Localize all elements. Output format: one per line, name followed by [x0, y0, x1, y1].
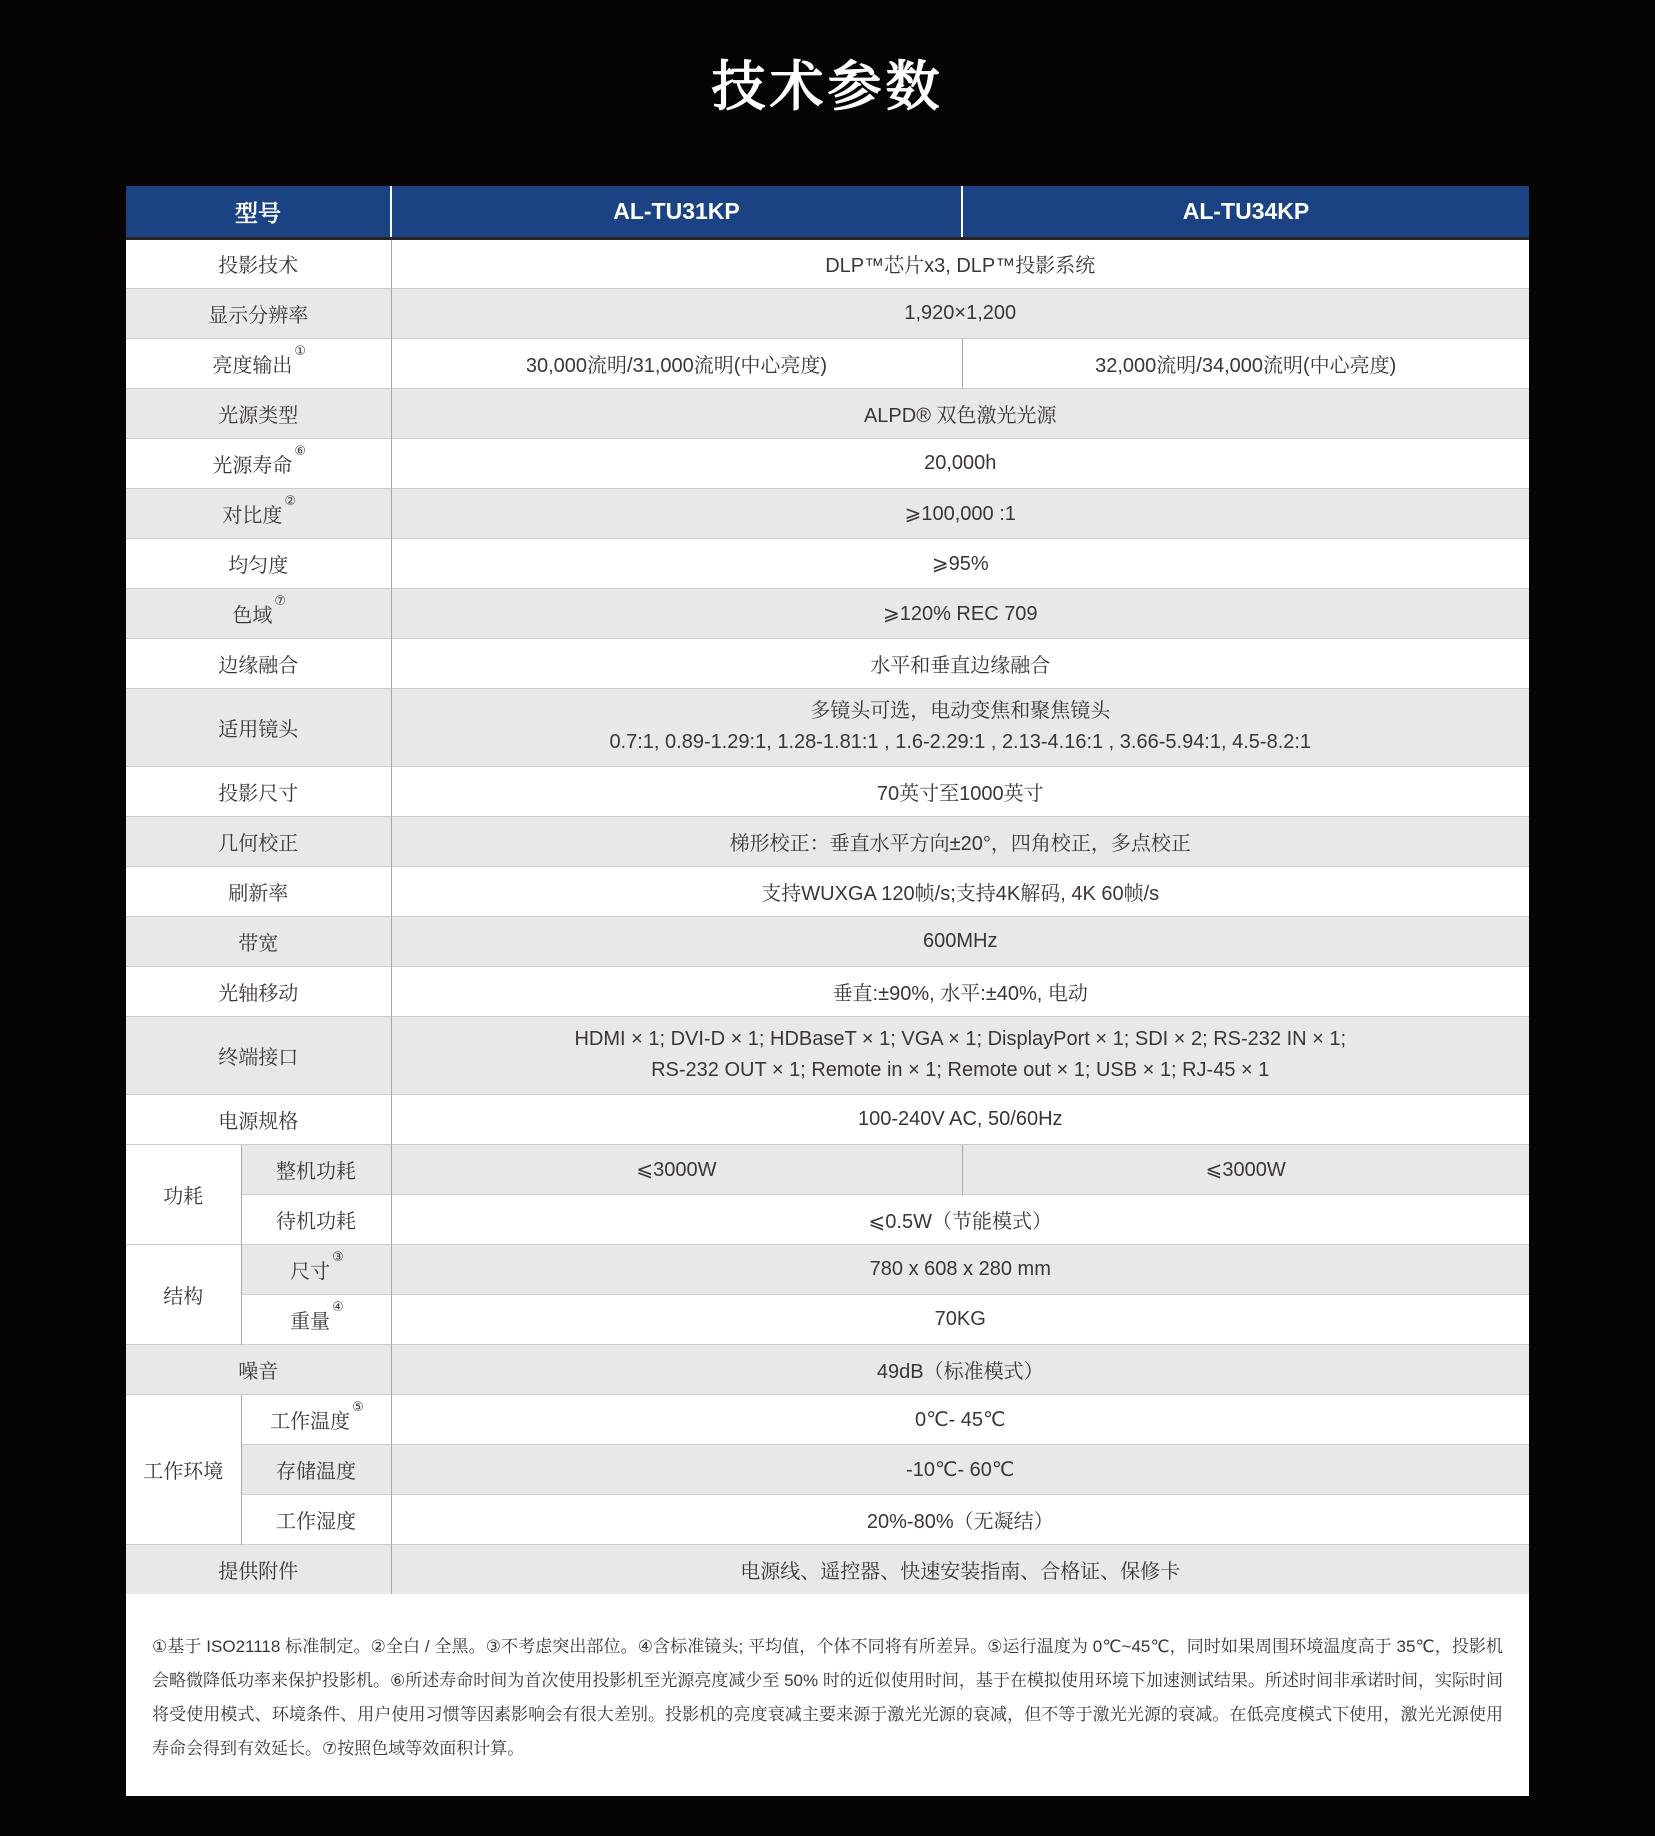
row-value: ⩽0.5W（节能模式） [391, 1194, 1529, 1244]
row-value: 0℃- 45℃ [391, 1394, 1529, 1444]
header-model2: AL-TU34KP [962, 186, 1529, 238]
row-label: 适用镜头 [126, 688, 391, 766]
table-row [126, 1294, 1529, 1344]
row-value: 20%-80%（无凝结） [391, 1494, 1529, 1544]
footnote-ref-icon: ③ [332, 1248, 344, 1264]
table-row [126, 638, 1529, 688]
row-value: 100-240V AC, 50/60Hz [391, 1094, 1529, 1144]
row-value: 780 x 608 x 280 mm [391, 1244, 1529, 1294]
header-model1: AL-TU31KP [391, 186, 962, 238]
table-row [126, 1144, 1529, 1194]
row-label: 边缘融合 [126, 638, 391, 688]
footnote-ref-icon: ④ [332, 1298, 344, 1314]
table-row [126, 1494, 1529, 1544]
row-label: 刷新率 [126, 866, 391, 916]
row-label: 带宽 [126, 916, 391, 966]
row-value: -10℃- 60℃ [391, 1444, 1529, 1494]
row-label: 噪音 [126, 1344, 391, 1394]
footnote-ref-icon: ⑤ [352, 1398, 364, 1414]
row-value-model2: ⩽3000W [962, 1144, 1529, 1194]
row-value-model2: 32,000流明/34,000流明(中心亮度) [962, 338, 1529, 388]
row-label: 均匀度 [126, 538, 391, 588]
row-value: 垂直:±90%, 水平:±40%, 电动 [391, 966, 1529, 1016]
row-label: 重量④ [241, 1294, 391, 1344]
table-row [126, 1394, 1529, 1444]
table-row [126, 916, 1529, 966]
row-label: 投影尺寸 [126, 766, 391, 816]
row-value: 70英寸至1000英寸 [391, 766, 1529, 816]
table-row [126, 388, 1529, 438]
table-row [126, 1444, 1529, 1494]
row-value: 电源线、遥控器、快速安装指南、合格证、保修卡 [391, 1544, 1529, 1594]
group-label: 结构 [126, 1244, 241, 1344]
row-value: 多镜头可选，电动变焦和聚焦镜头 0.7:1, 0.89-1.29:1, 1.28-1.81:1 , 1.6-2.29:1 , 2.13-4.16:1 , 3.66-5.94:1, 4.5-8.2:1 [391, 688, 1529, 766]
row-label: 待机功耗 [241, 1194, 391, 1244]
table-row [126, 688, 1529, 766]
row-label: 整机功耗 [241, 1144, 391, 1194]
group-label: 功耗 [126, 1144, 241, 1244]
row-value-model1: 30,000流明/31,000流明(中心亮度) [391, 338, 962, 388]
row-value: 20,000h [391, 438, 1529, 488]
table-row [126, 338, 1529, 388]
row-value: ALPD® 双色激光光源 [391, 388, 1529, 438]
footnote-ref-icon: ① [294, 342, 307, 358]
table-row [126, 588, 1529, 638]
row-label: 光源寿命⑥ [126, 438, 391, 488]
table-row [126, 1094, 1529, 1144]
row-value: 70KG [391, 1294, 1529, 1344]
table-row [126, 288, 1529, 338]
row-label: 工作温度⑤ [241, 1394, 391, 1444]
row-value: ⩾100,000 :1 [391, 488, 1529, 538]
row-value: 49dB（标准模式） [391, 1344, 1529, 1394]
row-label: 尺寸③ [241, 1244, 391, 1294]
row-value: 梯形校正：垂直水平方向±20°，四角校正，多点校正 [391, 816, 1529, 866]
row-value: 1,920×1,200 [391, 288, 1529, 338]
table-row [126, 816, 1529, 866]
row-label: 亮度输出① [126, 338, 391, 388]
table-row [126, 538, 1529, 588]
row-label: 色域⑦ [126, 588, 391, 638]
spec-table [126, 186, 1529, 1594]
footnote-ref-icon: ② [284, 492, 297, 508]
table-row [126, 238, 1529, 288]
header-model-col: 型号 [126, 186, 391, 238]
footnote-ref-icon: ⑦ [274, 592, 287, 608]
row-label: 几何校正 [126, 816, 391, 866]
table-row [126, 766, 1529, 816]
row-value: HDMI × 1; DVI-D × 1; HDBaseT × 1; VGA × 1; DisplayPort × 1; SDI × 2; RS-232 IN × 1; RS-232 OUT × 1; Remote in × 1; Remote out × 1; USB × 1; RJ-45 × 1 [391, 1016, 1529, 1094]
row-label: 工作湿度 [241, 1494, 391, 1544]
table-row [126, 488, 1529, 538]
table-header-row [126, 186, 1529, 238]
table-row [126, 1194, 1529, 1244]
table-row [126, 866, 1529, 916]
row-label: 光源类型 [126, 388, 391, 438]
row-value: ⩾95% [391, 538, 1529, 588]
row-label: 电源规格 [126, 1094, 391, 1144]
table-row [126, 1244, 1529, 1294]
row-value: DLP™芯片x3, DLP™投影系统 [391, 238, 1529, 288]
footnote-ref-icon: ⑥ [294, 442, 307, 458]
group-label: 工作环境 [126, 1394, 241, 1544]
row-label: 提供附件 [126, 1544, 391, 1594]
row-value: 支持WUXGA 120帧/s;支持4K解码, 4K 60帧/s [391, 866, 1529, 916]
row-label: 光轴移动 [126, 966, 391, 1016]
footnote: ①基于 ISO21118 标准制定。②全白 / 全黑。③不考虑突出部位。④含标准镜头; 平均值，个体不同将有所差异。⑤运行温度为 0℃~45℃，同时如果周围环境温度高于 35℃，投影机会略微降低功率来保护投影机。⑥所述寿命时间为首次使用投影机至光源亮度减少至 50% 时的近似使用时间，基于在模拟使用环境下加速测试结果。所述时间非承诺时间，实际时间将受使用模式、环境条件、用户使用习惯等因素影响会有很大差别。投影机的亮度衰减主要来源于激光光源的衰减，但不等于激光光源的衰减。在低亮度模式下使用，激光光源使用寿命会得到有效延长。⑦按照色域等效面积计算。 [152, 1637, 1503, 1758]
row-label: 对比度② [126, 488, 391, 538]
row-value: ⩾120% REC 709 [391, 588, 1529, 638]
table-row [126, 438, 1529, 488]
table-row [126, 1016, 1529, 1094]
row-label: 投影技术 [126, 238, 391, 288]
row-value: 600MHz [391, 916, 1529, 966]
spec-card [126, 186, 1529, 1796]
row-label: 终端接口 [126, 1016, 391, 1094]
table-row [126, 1544, 1529, 1594]
row-value-model1: ⩽3000W [391, 1144, 962, 1194]
row-label: 存储温度 [241, 1444, 391, 1494]
row-label: 显示分辨率 [126, 288, 391, 338]
row-value: 水平和垂直边缘融合 [391, 638, 1529, 688]
table-row [126, 966, 1529, 1016]
table-row [126, 1344, 1529, 1394]
page-title: 技术参数 [711, 57, 944, 117]
